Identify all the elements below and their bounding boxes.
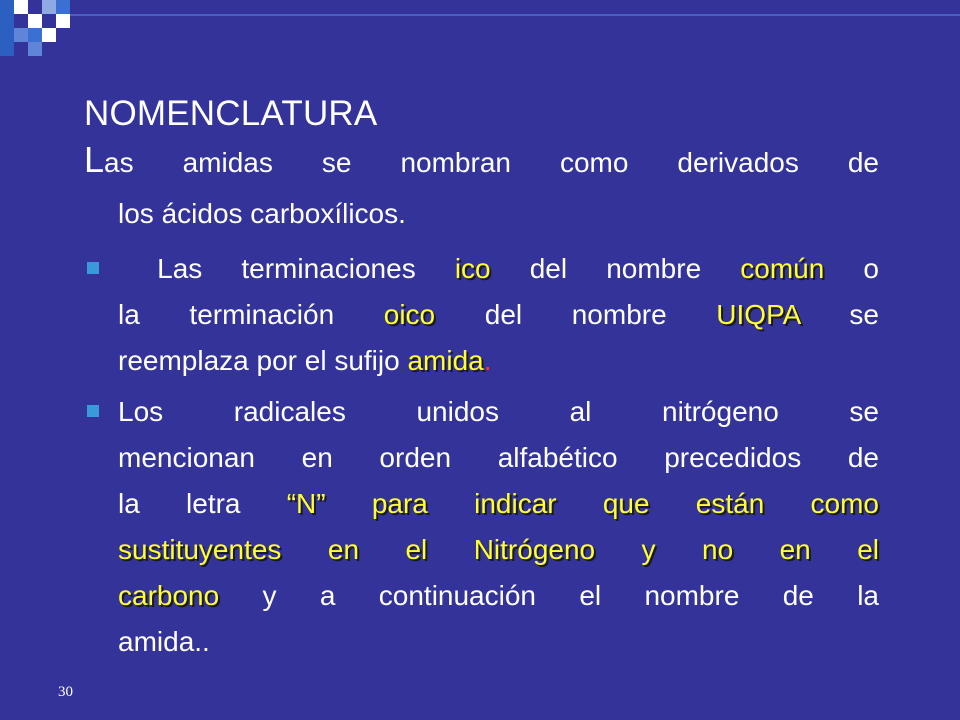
- b1-l2-text-2: del nombre: [435, 299, 717, 330]
- b1-l1-text-2: del nombre: [490, 253, 741, 284]
- checker-decoration: [0, 0, 960, 60]
- bullet1-line-3: [118, 338, 879, 384]
- highlight-n-letra: “N” para indicar que están como: [286, 488, 879, 519]
- bullet2-line-5: [118, 573, 879, 619]
- highlight-amida: amida: [407, 345, 484, 376]
- bullet1-line-1: [118, 246, 879, 292]
- intro-line-1-text: as amidas se nombran como derivados de: [104, 147, 879, 178]
- slide-title: NOMENCLATURA: [84, 94, 378, 133]
- intro-line-2: los ácidos carboxílicos.: [118, 198, 406, 229]
- highlight-uiqpa: UIQPA: [716, 299, 800, 330]
- b1-l1-text-3: o: [824, 253, 880, 284]
- bullet-paragraph-2: [118, 389, 879, 665]
- b1-l2-text-3: se: [799, 299, 879, 330]
- b1-l3-text: reemplaza por el sufijo: [118, 345, 408, 376]
- bullet2-line-3: [118, 481, 879, 527]
- bullet-paragraph-1: [118, 246, 879, 384]
- b2-l5-text: y a continuación el nombre de la: [219, 580, 879, 611]
- bullet1-line-2: [118, 292, 879, 338]
- b1-l2-text: la terminación: [118, 299, 384, 330]
- highlight-ico: ico: [454, 253, 491, 284]
- intro-line-1: [84, 138, 879, 185]
- highlight-oico: oico: [383, 299, 436, 330]
- b2-l3-text: la letra: [118, 488, 287, 519]
- bullet-square-icon: [87, 405, 99, 417]
- b1-l1-text: Las terminaciones: [157, 253, 455, 284]
- red-period: .: [483, 345, 492, 376]
- highlight-carbono: carbono: [118, 580, 220, 611]
- highlight-sustituyentes: sustituyentes en el Nitrógeno y no en el: [118, 534, 879, 565]
- page-number: 30: [58, 684, 73, 700]
- intro-initial: L: [84, 139, 105, 180]
- bullet2-line-1: Los radicales unidos al nitrógeno se: [118, 396, 879, 427]
- highlight-comun: común: [740, 253, 825, 284]
- bullet2-line-6: amida..: [118, 626, 210, 657]
- bullet2-line-2: mencionan en orden alfabético precedidos de: [118, 442, 879, 473]
- bullet-square-icon: [87, 262, 99, 274]
